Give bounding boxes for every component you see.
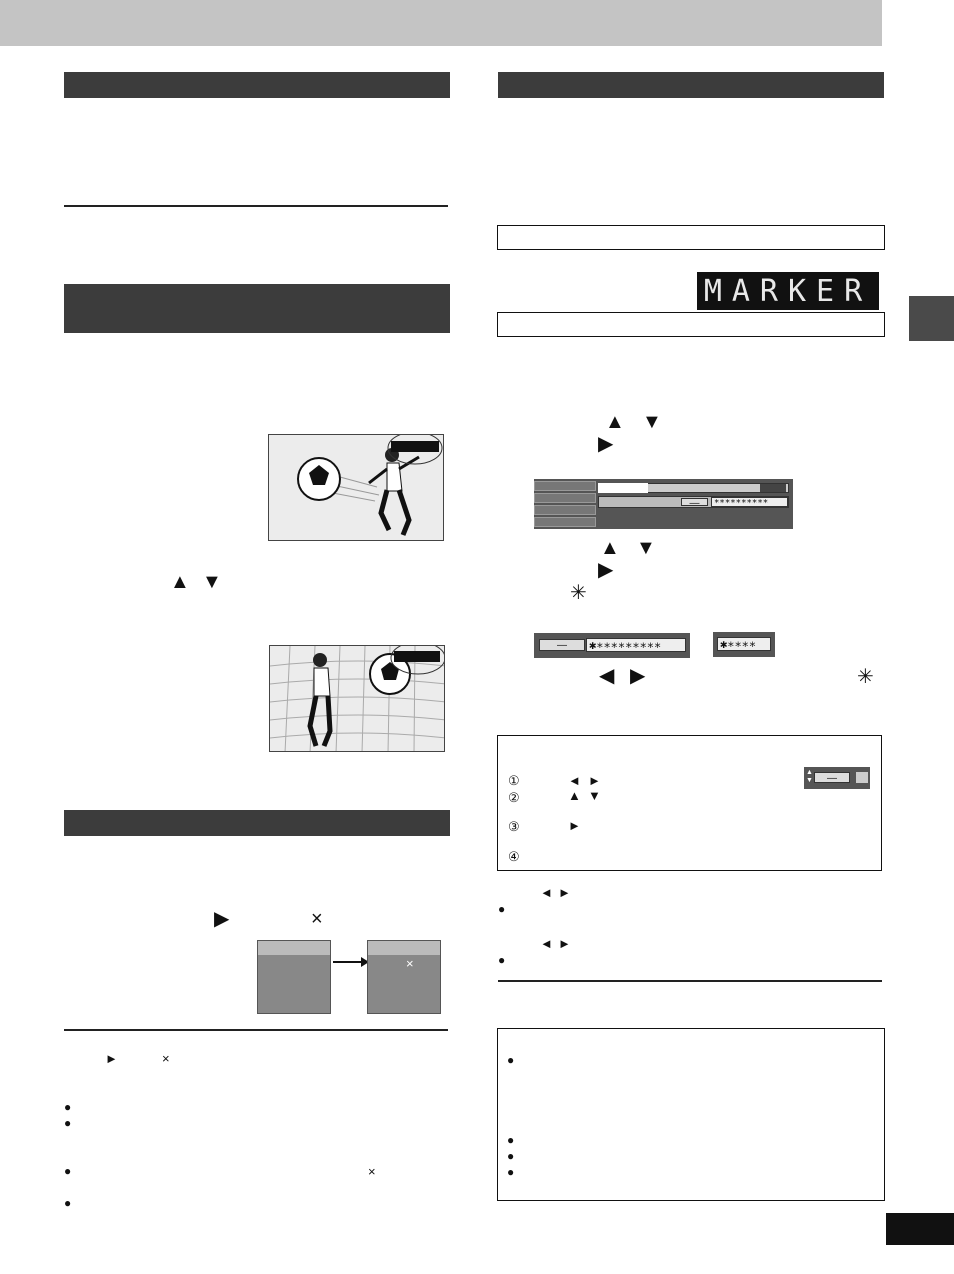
- section-header-4: [498, 72, 884, 98]
- bullet: ●: [64, 1196, 72, 1210]
- marker-stars-field: ✱∗∗∗∗: [717, 637, 771, 651]
- marker-display: MARKER: [697, 272, 879, 310]
- step-number: ①: [508, 773, 520, 788]
- right-arrow-icon: ►: [105, 1051, 118, 1066]
- updown-icon: ▲ ▼: [806, 769, 813, 784]
- marker-input-long: [534, 633, 690, 658]
- steps-box: [497, 735, 882, 871]
- marker-stars-field: ✱∗∗∗∗∗∗∗∗∗: [586, 638, 686, 652]
- down-arrow-icon: ▼: [202, 571, 222, 593]
- note-box-2: [497, 312, 885, 337]
- bullet: ●: [498, 953, 506, 967]
- bullet: ●: [64, 1100, 72, 1114]
- screen-before: [257, 940, 331, 1014]
- up-arrow-icon: ▲: [170, 571, 190, 593]
- soccer-kick-illustration: [268, 434, 444, 541]
- divider: [64, 205, 448, 207]
- times-symbol: ×: [311, 908, 323, 930]
- section-header-3: [64, 810, 450, 836]
- step-number: ③: [508, 819, 520, 834]
- divider: [64, 1029, 448, 1031]
- bullet: ●: [507, 1053, 515, 1067]
- marker-input-short: [713, 632, 775, 657]
- onscreen-menu: [534, 479, 793, 529]
- chapter-tab: [909, 296, 954, 341]
- left-arrow-icon: ◄: [568, 773, 581, 788]
- bullet: ●: [507, 1133, 515, 1147]
- divider: [498, 980, 882, 982]
- arrow-right-icon: [333, 955, 369, 969]
- up-arrow-icon: ▲: [600, 537, 620, 559]
- dash-field: —: [539, 639, 585, 651]
- screen-after: [367, 940, 441, 1014]
- mini-marker-field: [804, 767, 870, 789]
- right-arrow-icon: ▶: [598, 433, 614, 455]
- left-arrow-icon: ◄: [540, 936, 553, 951]
- left-arrow-icon: ◀: [599, 665, 615, 687]
- down-arrow-icon: ▼: [588, 788, 601, 803]
- right-arrow-icon: ►: [558, 885, 571, 900]
- left-arrow-icon: ◄: [540, 885, 553, 900]
- up-arrow-icon: ▲: [568, 788, 581, 803]
- marker-stars-field: ∗∗∗∗∗∗∗∗∗∗: [711, 497, 788, 507]
- bullet: ●: [507, 1149, 515, 1163]
- bullet: ●: [64, 1164, 72, 1178]
- asterisk-symbol: ✳: [570, 582, 587, 604]
- bullet: ●: [64, 1116, 72, 1130]
- right-arrow-icon: ▶: [630, 665, 646, 687]
- soccer-goal-illustration: [269, 645, 445, 752]
- bullet: ●: [507, 1165, 515, 1179]
- section-header-2: [64, 284, 450, 333]
- notes-box: [497, 1028, 885, 1201]
- times-symbol: ×: [368, 1164, 376, 1179]
- page-header-band: [0, 0, 882, 46]
- right-arrow-icon: ▶: [214, 908, 230, 930]
- step-number: ②: [508, 790, 520, 805]
- down-arrow-icon: ▼: [636, 537, 656, 559]
- right-arrow-icon: ▶: [598, 559, 614, 581]
- right-arrow-icon: ►: [558, 936, 571, 951]
- right-arrow-icon: ►: [568, 818, 581, 833]
- dash-field: —: [681, 498, 708, 506]
- asterisk-symbol: ✳: [857, 666, 874, 688]
- page-number-box: [886, 1213, 954, 1245]
- right-arrow-icon: ►: [588, 773, 601, 788]
- bullet: ●: [498, 902, 506, 916]
- section-header-1: [64, 72, 450, 98]
- note-box-1: [497, 225, 885, 250]
- times-symbol: ×: [162, 1051, 170, 1066]
- up-arrow-icon: ▲: [605, 411, 625, 433]
- dash-field: —: [814, 772, 850, 783]
- down-arrow-icon: ▼: [642, 411, 662, 433]
- times-symbol: ×: [406, 956, 414, 971]
- step-number: ④: [508, 849, 520, 864]
